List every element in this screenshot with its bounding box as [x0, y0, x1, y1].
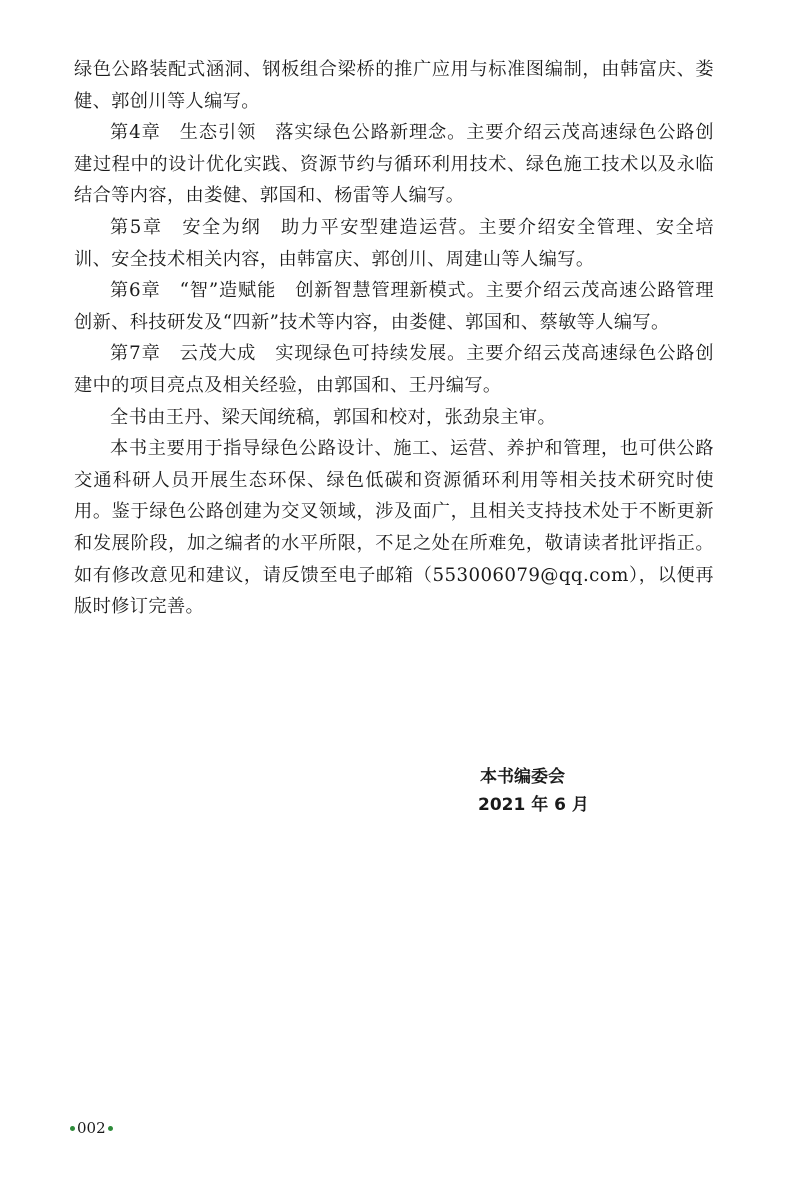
signature-date: 2021 年 6 月 — [478, 795, 589, 815]
bullet-dot-icon — [70, 1126, 75, 1131]
paragraph-chapter-5: 第5章 安全为纲 助力平安型建造运营。主要介绍安全管理、安全培训、安全技术相关内容，由韩富庆、郭创川、周建山等人编写。 — [74, 216, 714, 270]
signature-organization: 本书编委会 — [480, 767, 565, 787]
paragraph-editors: 全书由王丹、梁天闻统稿，郭国和校对，张劲泉主审。 — [110, 406, 557, 428]
paragraph-usage-note: 本书主要用于指导绿色公路设计、施工、运营、养护和管理，也可供公路交通科研人员开展生态环保、绿色低碳和资源循环利用等相关技术研究时使用。鉴于绿色公路创建为交叉领域，涉及面广，且相关支持技术处于不断更新和发展阶段，加之编者的水平所限，不足之处在所难免，敬请读者批评指正。如有修改意见和建议，请反馈至电子邮箱（553006079@qq.com），以便再版时修订完善。 — [74, 438, 714, 618]
paragraph-chapter-7: 第7章 云茂大成 实现绿色可持续发展。主要介绍云茂高速绿色公路创建中的项目亮点及相关经验，由郭国和、王丹编写。 — [74, 343, 714, 396]
signature-block — [478, 763, 618, 819]
page-number — [70, 1119, 113, 1137]
bullet-dot-icon — [108, 1126, 113, 1131]
paragraph-chapter-6: 第6章 “智”造赋能 创新智慧管理新模式。主要介绍云茂高速公路管理创新、科技研发及“四新”技术等内容，由娄健、郭国和、蔡敏等人编写。 — [74, 280, 714, 333]
paragraph-chapter-4: 第4章 生态引领 落实绿色公路新理念。主要介绍云茂高速绿色公路创建过程中的设计优化实践、资源节约与循环利用技术、绿色施工技术以及永临结合等内容，由娄健、郭国和、杨雷等人编写。 — [74, 122, 714, 207]
paragraph-continuation: 绿色公路装配式涵洞、钢板组合梁桥的推广应用与标准图编制，由韩富庆、娄健、郭创川等人编写。 — [74, 59, 714, 112]
page-number-label: 002 — [77, 1119, 106, 1137]
body-text — [74, 54, 714, 623]
